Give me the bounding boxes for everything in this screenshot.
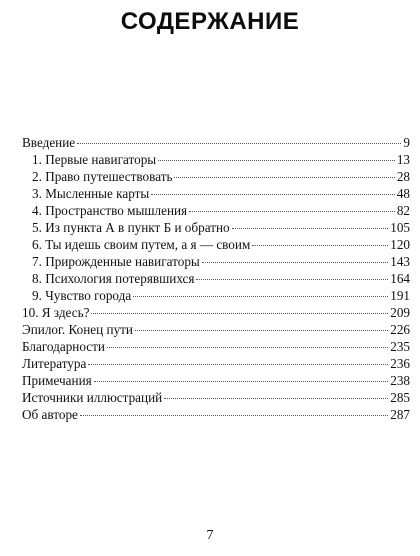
toc-entry[interactable] (22, 202, 410, 219)
toc-entry[interactable] (22, 338, 410, 355)
page-number: 7 (206, 528, 214, 543)
toc-entry-page: 164 (390, 271, 410, 286)
dot-leader (196, 278, 388, 280)
dot-leader (94, 380, 389, 382)
dot-leader (252, 244, 388, 246)
toc-entry-page: 209 (390, 305, 410, 320)
toc-entry-page: 82 (396, 203, 410, 218)
toc-entry-page: 191 (390, 288, 410, 303)
toc-entry-page: 48 (396, 186, 410, 201)
toc-entry[interactable] (22, 270, 410, 287)
toc-entry-label: 2. Право путешествовать (32, 169, 173, 184)
toc-entry-label: Благодарности (22, 339, 105, 354)
toc-entry-page: 226 (390, 322, 410, 337)
toc-entry-label: 6. Ты идешь своим путем, а я — своим (32, 237, 251, 252)
toc-entry[interactable] (22, 219, 410, 236)
toc-entry-page: 238 (390, 373, 410, 388)
dot-leader (151, 193, 395, 195)
dot-leader (202, 261, 388, 263)
toc-entry[interactable] (22, 253, 410, 270)
toc-entry[interactable] (22, 134, 410, 151)
toc-entry[interactable] (22, 321, 410, 338)
dot-leader (88, 363, 388, 365)
toc-entry-page: 13 (396, 152, 410, 167)
toc-entry-page: 285 (390, 390, 410, 405)
toc-entry-label: 9. Чувство города (32, 288, 132, 303)
dot-leader (164, 397, 388, 399)
dot-leader (133, 295, 388, 297)
page-title: СОДЕРЖАНИЕ (120, 8, 300, 35)
toc-entry[interactable] (22, 151, 410, 168)
table-of-contents (22, 134, 410, 423)
toc-entry[interactable] (22, 355, 410, 372)
toc-entry-label: Эпилог. Конец пути (22, 322, 133, 337)
toc-entry-label: Источники иллюстраций (22, 390, 163, 405)
toc-entry-label: 4. Пространство мышления (32, 203, 188, 218)
dot-leader (232, 227, 389, 229)
toc-entry-label: Об авторе (22, 407, 78, 422)
toc-entry-label: Литература (22, 356, 87, 371)
toc-entry-label: 1. Первые навигаторы (32, 152, 157, 167)
toc-entry-page: 235 (390, 339, 410, 354)
toc-entry-label: 8. Психология потерявшихся (32, 271, 195, 286)
toc-entry-label: 3. Мысленные карты (32, 186, 150, 201)
dot-leader (158, 159, 395, 161)
toc-entry-page: 287 (390, 407, 410, 422)
toc-entry-label: 7. Прирожденные навигаторы (32, 254, 200, 269)
dot-leader (80, 414, 388, 416)
toc-entry-label: 5. Из пункта А в пункт Б и обратно (32, 220, 230, 235)
toc-entry-label: 10. Я здесь? (22, 305, 90, 320)
toc-entry[interactable] (22, 287, 410, 304)
toc-entry[interactable] (22, 372, 410, 389)
toc-entry-page: 120 (390, 237, 410, 252)
toc-entry[interactable] (22, 389, 410, 406)
dot-leader (189, 210, 395, 212)
toc-entry[interactable] (22, 236, 410, 253)
toc-entry-page: 143 (390, 254, 410, 269)
dot-leader (174, 176, 394, 178)
toc-entry[interactable] (22, 168, 410, 185)
dot-leader (77, 142, 401, 144)
toc-entry-page: 9 (403, 135, 410, 150)
dot-leader (91, 312, 388, 314)
toc-entry[interactable] (22, 304, 410, 321)
toc-entry-label: Примечания (22, 373, 92, 388)
toc-entry-page: 236 (390, 356, 410, 371)
dot-leader (107, 346, 388, 348)
toc-entry[interactable] (22, 185, 410, 202)
toc-entry-page: 28 (396, 169, 410, 184)
dot-leader (135, 329, 388, 331)
toc-entry[interactable] (22, 406, 410, 423)
toc-entry-page: 105 (390, 220, 410, 235)
toc-entry-label: Введение (22, 135, 76, 150)
